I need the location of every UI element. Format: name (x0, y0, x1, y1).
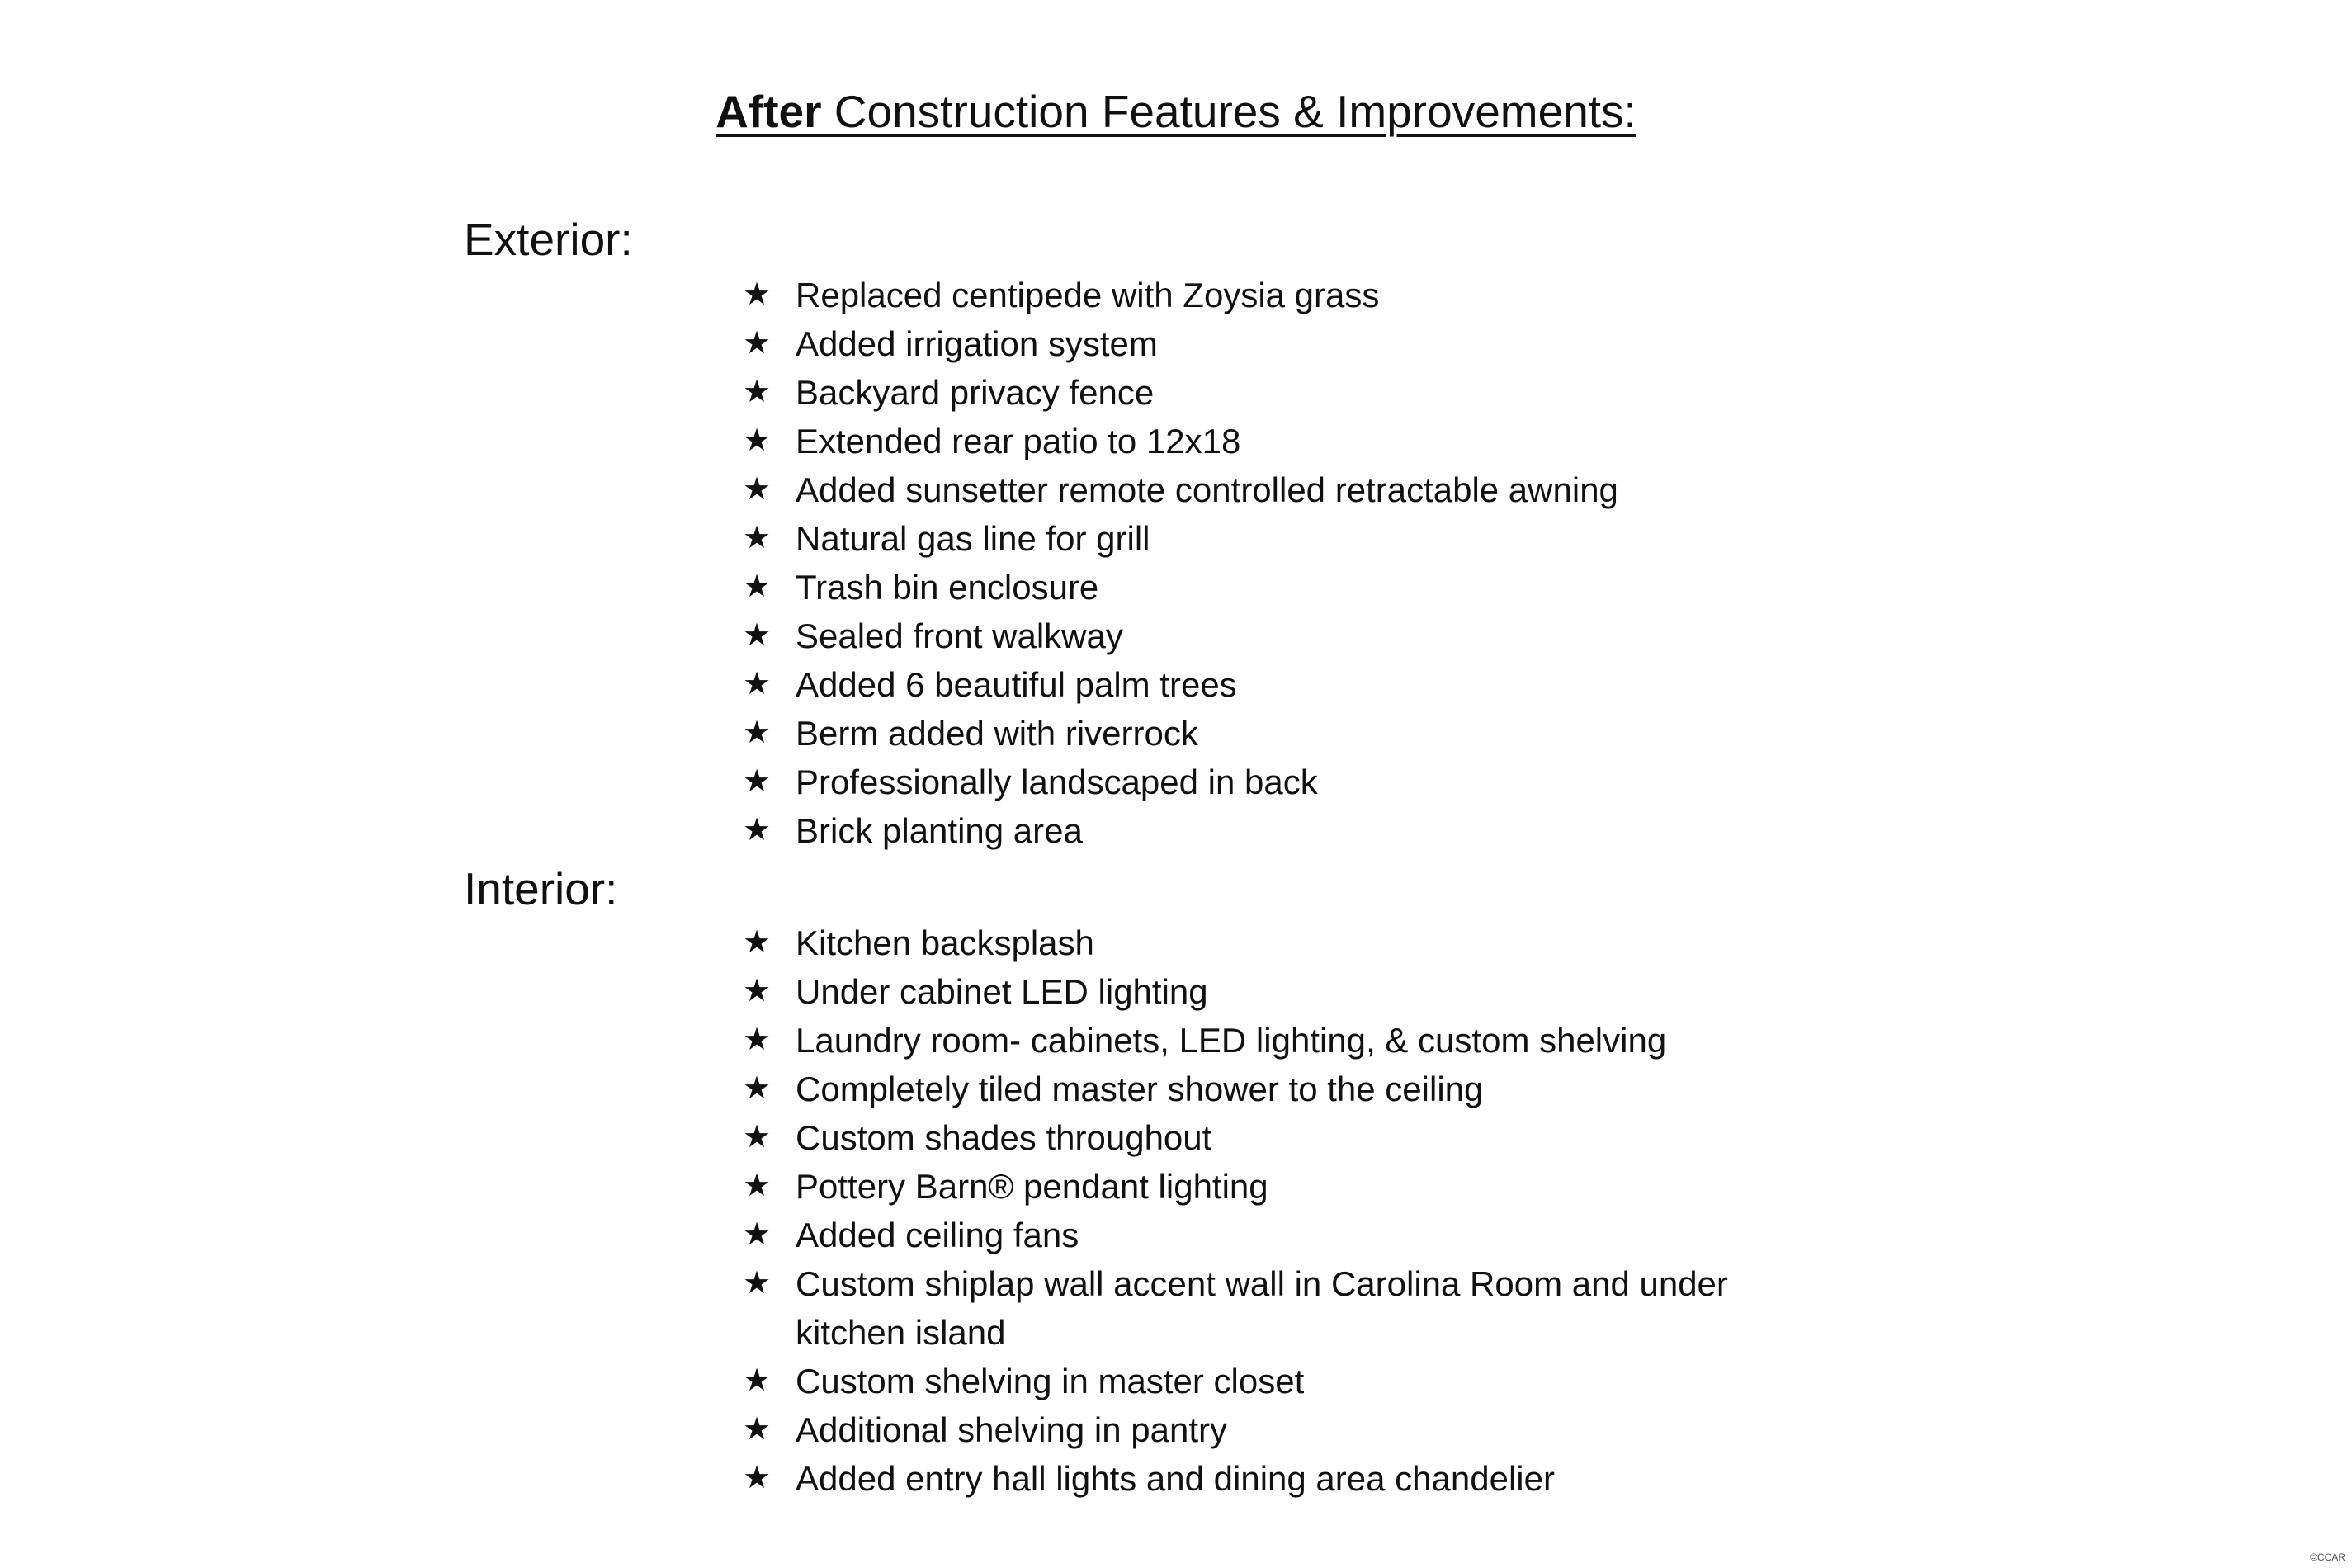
list-item-text: Added irrigation system (796, 324, 1158, 363)
star-icon: ★ (743, 326, 772, 361)
list-item (743, 660, 1618, 709)
list-item-text: Trash bin enclosure (796, 568, 1099, 607)
star-icon: ★ (743, 974, 772, 1008)
star-icon: ★ (743, 1169, 772, 1203)
star-icon: ★ (743, 1266, 772, 1301)
star-icon: ★ (743, 925, 772, 960)
list-item (743, 1016, 1819, 1065)
list-item (743, 967, 1819, 1016)
list-item (743, 1162, 1819, 1211)
list-item (743, 806, 1618, 855)
list-item (743, 919, 1819, 967)
list-item (743, 514, 1618, 563)
list-item (743, 271, 1618, 319)
star-icon: ★ (743, 569, 772, 604)
watermark: ©CCAR (2310, 1551, 2345, 1563)
list-item-text: Custom shiplap wall accent wall in Carolina Room and under kitchen island (796, 1264, 1728, 1352)
list-item (743, 368, 1618, 417)
list-item-text: Custom shelving in master closet (796, 1362, 1305, 1400)
list-item (743, 758, 1618, 806)
list-item-text: Under cabinet LED lighting (796, 972, 1208, 1011)
exterior-list (743, 271, 1618, 855)
list-item-text: Completely tiled master shower to the ceiling (796, 1070, 1484, 1108)
list-item-text: Kitchen backsplash (796, 923, 1094, 962)
list-item-text: Pottery Barn® pendant lighting (796, 1167, 1268, 1206)
list-item-text: Laundry room- cabinets, LED lighting, & custom shelving (796, 1021, 1667, 1060)
list-item-text: Sealed front walkway (796, 616, 1123, 655)
list-item (743, 612, 1618, 660)
list-item-text: Extended rear patio to 12x18 (796, 422, 1241, 460)
list-item-text: Added entry hall lights and dining area chandelier (796, 1459, 1555, 1498)
star-icon: ★ (743, 375, 772, 409)
list-item (743, 709, 1618, 758)
star-icon: ★ (743, 1217, 772, 1252)
star-icon: ★ (743, 521, 772, 555)
page-title (0, 83, 2352, 140)
star-icon: ★ (743, 618, 772, 653)
star-icon: ★ (743, 1023, 772, 1057)
star-icon: ★ (743, 1120, 772, 1155)
star-icon: ★ (743, 764, 772, 799)
star-icon: ★ (743, 1363, 772, 1398)
list-item (743, 563, 1618, 612)
interior-heading: Interior: (464, 863, 618, 914)
star-icon: ★ (743, 472, 772, 507)
list-item-text: Added 6 beautiful palm trees (796, 665, 1237, 704)
list-item-text: Brick planting area (796, 811, 1083, 850)
list-item (743, 417, 1618, 465)
star-icon: ★ (743, 716, 772, 750)
list-item (743, 465, 1618, 514)
interior-list (743, 919, 1819, 1503)
list-item-text: Replaced centipede with Zoysia grass (796, 276, 1380, 314)
list-item (743, 319, 1618, 368)
star-icon: ★ (743, 1461, 772, 1495)
list-item-text: Additional shelving in pantry (796, 1410, 1227, 1449)
list-item (743, 1211, 1819, 1259)
list-item (743, 1357, 1819, 1405)
page-title-rest: Construction Features & Improvements: (821, 86, 1636, 137)
list-item-text: Custom shades throughout (796, 1118, 1212, 1157)
list-item (743, 1454, 1819, 1503)
list-item-text: Berm added with riverrock (796, 714, 1198, 753)
list-item-text: Professionally landscaped in back (796, 763, 1318, 801)
list-item-text: Natural gas line for grill (796, 519, 1150, 558)
star-icon: ★ (743, 423, 772, 458)
star-icon: ★ (743, 277, 772, 312)
page-title-bold: After (716, 86, 822, 137)
list-item-text: Added ceiling fans (796, 1216, 1079, 1254)
list-item (743, 1113, 1819, 1162)
star-icon: ★ (743, 667, 772, 701)
list-item-text: Backyard privacy fence (796, 373, 1155, 412)
list-item (743, 1259, 1819, 1357)
star-icon: ★ (743, 813, 772, 848)
exterior-heading: Exterior: (464, 214, 633, 265)
list-item (743, 1065, 1819, 1113)
star-icon: ★ (743, 1071, 772, 1106)
list-item-text: Added sunsetter remote controlled retractable awning (796, 470, 1618, 509)
star-icon: ★ (743, 1412, 772, 1447)
list-item (743, 1405, 1819, 1454)
